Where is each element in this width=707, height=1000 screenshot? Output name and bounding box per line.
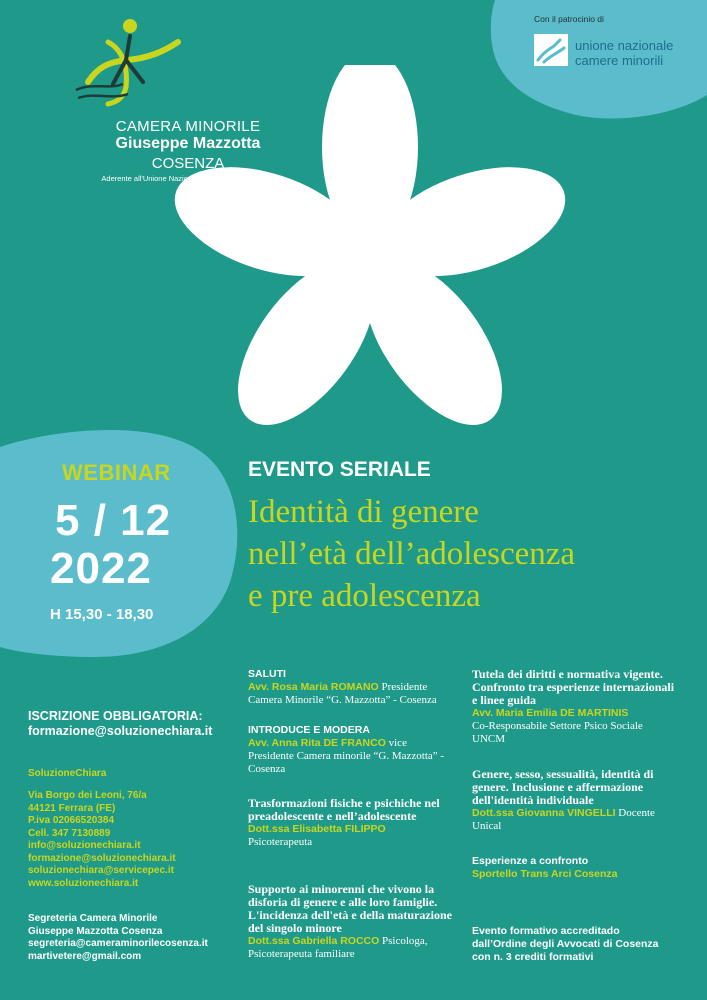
accreditation-note: Evento formativo accreditado dall’Ordine degli Avvocati di Cosenza con n. 3 crediti formativi [472,925,659,963]
program-talk4 [472,768,677,833]
event-date-year: 2022 [50,544,152,593]
event-label: EVENTO SERIALE [248,458,431,481]
contact-pec[interactable]: soluzionechiara@servicepec.it [28,865,174,876]
program-saluti [248,668,453,707]
talk3-speaker: Avv. Maria Emilia DE MARTINIS [472,707,629,719]
program-talk3 [472,668,677,746]
contact-website[interactable]: www.soluzionechiara.it [28,877,139,889]
contact-address: Via Borgo dei Leoni, 76/a [28,790,147,801]
event-type: WEBINAR [62,460,171,485]
dancer-logo-icon [68,12,188,112]
patron-name-line1: unione nazionale [575,38,674,53]
talk1-speaker: Dott.ssa Elisabetta FILIPPO [248,823,386,835]
contact-city: 44121 Ferrara (FE) [28,802,116,814]
saluti-speaker: Avv. Rosa Maria ROMANO [248,681,379,693]
hands-icon [534,34,568,66]
secretariat-block [28,913,208,963]
event-title-line1: Identità di genere [248,494,479,530]
event-date-day-month: 5 / 12 [55,496,172,545]
talk4-speaker: Dott.ssa Giovanna VINGELLI [472,807,616,819]
contact-email-info[interactable]: info@soluzionechiara.it [28,840,141,851]
secretariat-line2: Giuseppe Mazzotta Cosenza [28,925,163,937]
organizer-name-line1: CAMERA MINORILE [115,118,261,135]
talk2-role: Psicologa, Psicoterapeuta familiare [248,935,428,960]
program-esperienze [472,855,677,881]
contact-phone[interactable]: Cell. 347 7130889 [28,827,111,839]
patron-name-line2: camere minorili [575,53,664,68]
saluti-role: Presidente Camera Minorile “G. Mazzotta” - Cosenza [248,681,437,706]
esperienze-heading: Esperienze a confronto [472,855,589,867]
patronage-title: Con il patrocinio di [534,14,604,24]
talk3-title: Tutela dei diritti e normativa vigente. Confronto tra esperienze internazionali e linee guida [472,667,675,707]
program-talk2 [248,883,453,961]
event-hours: H 15,30 - 18,30 [50,606,154,623]
contact-email-training[interactable]: formazione@soluzionechiara.it [28,852,176,864]
talk4-title: Genere, sesso, sessualità, identità di genere. Inclusione e affermazione dell'identità individuale [472,767,654,807]
introduce-speaker: Avv. Anna Rita DE FRANCO [248,737,386,749]
program-introduce [248,724,453,776]
talk1-title: Trasformazioni fisiche e psichiche nel preadolescente e nell’adolescente [248,796,440,823]
esperienze-speaker: Sportello Trans Arci Cosenza [472,868,618,880]
secretariat-email[interactable]: segreteria@cameraminorilecosenza.it [28,938,208,949]
program-talk1 [248,797,453,849]
talk1-role: Psicoterapeuta [248,836,313,848]
registration-email[interactable]: formazione@soluzionechiara.it [28,724,213,738]
organizer-city: COSENZA [151,155,225,172]
secretariat-email-alt[interactable]: martivetere@gmail.com [28,950,142,962]
contact-list [28,790,176,890]
talk4-role: Docente Unical [472,807,655,832]
introduce-heading: INTRODUCE E MODERA [248,724,370,736]
event-title-line3: e pre adolescenza [248,578,481,614]
introduce-role: vice Presidente Camera minorile “G. Mazzotta” - Cosenza [248,737,445,775]
event-title-line2: nell’età dell’adolescenza [248,536,576,572]
talk2-title: Supporto ai minorenni che vivono la disforia di genere e alle loro famiglie. L'incidenza dell'età e della maturazione del singolo minore [248,882,452,935]
contact-vat: P.iva 02066520384 [28,815,115,826]
talk2-speaker: Dott.ssa Gabriella ROCCO [248,935,380,947]
talk3-role: Co-Responsabile Settore Psico Sociale UNCM [472,720,643,745]
organizer-membership: Aderente all'Unione Nazionale delle Camere Minorili [101,174,275,183]
organizer-name-line2: Giuseppe Mazzotta [115,135,261,152]
registration-heading: ISCRIZIONE OBBLIGATORIA: [28,709,203,723]
saluti-heading: SALUTI [248,668,286,680]
organizer-logo [68,12,308,192]
secretariat-line1: Segreteria Camera Minorile [28,913,158,924]
contact-organization: SoluzioneChiara [28,768,107,779]
